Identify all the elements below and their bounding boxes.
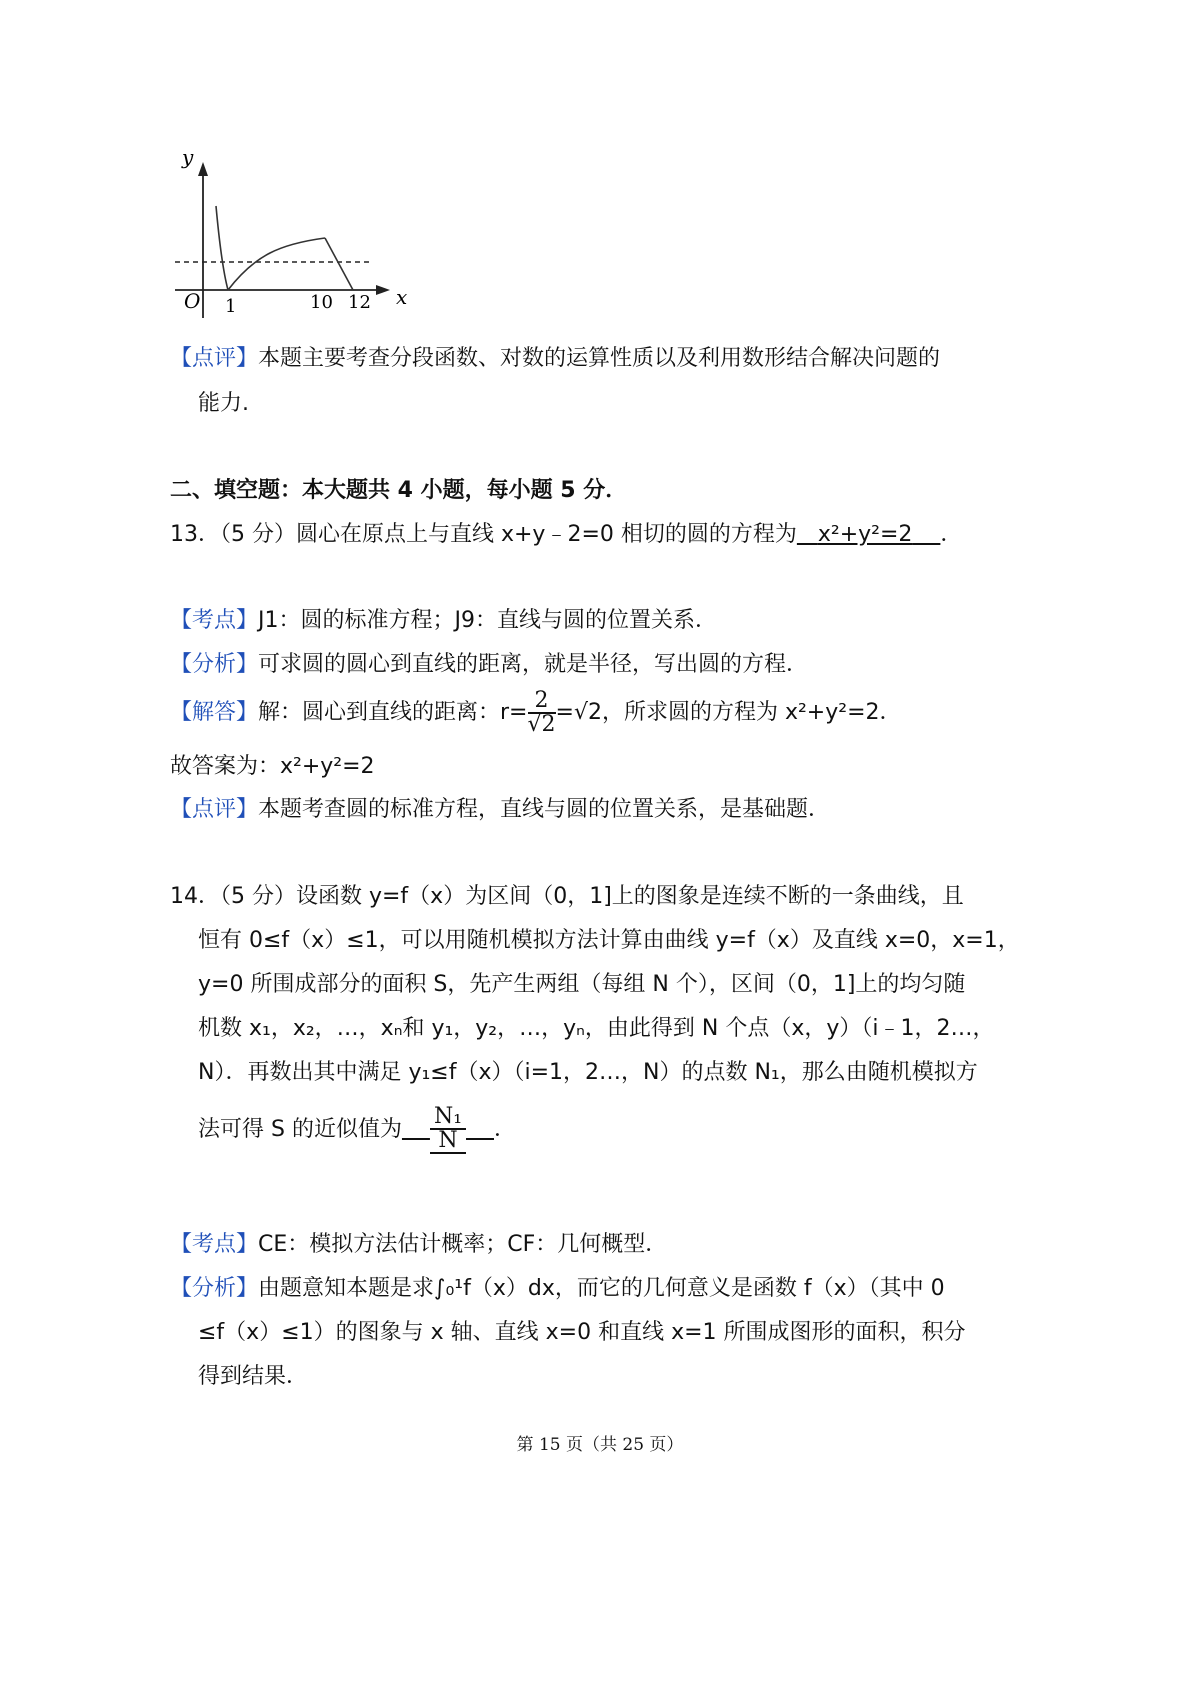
q14-answer-num: N₁ bbox=[430, 1106, 466, 1130]
q14-kaodian bbox=[170, 1230, 667, 1260]
q14-answer-blank-right bbox=[466, 1117, 494, 1142]
tick-label-10: 10 bbox=[310, 292, 333, 313]
function-graph bbox=[170, 140, 430, 330]
q13-fenxi bbox=[170, 650, 808, 680]
q14-line-6-suffix: ． bbox=[494, 1117, 517, 1142]
q12-comment-line-1 bbox=[170, 344, 940, 374]
q13-comment bbox=[170, 795, 830, 825]
q14-line-6-prefix: 法可得 S 的近似值为 bbox=[198, 1117, 402, 1142]
q14-fenxi-line-1 bbox=[170, 1274, 945, 1304]
q13-final-answer: 故答案为：x²+y²=2 bbox=[170, 754, 375, 779]
q14-line-4: 机数 x₁，x₂，…，xₙ和 y₁，y₂，…，yₙ，由此得到 N 个点（x，y）（i﹣1，2…， bbox=[198, 1016, 995, 1041]
q13-answer: x²+y²=2 bbox=[817, 522, 913, 547]
q13-comment-text: 本题考查圆的标准方程，直线与圆的位置关系，是基础题． bbox=[258, 797, 831, 822]
curve-right-branch bbox=[325, 238, 353, 290]
q13-kaodian-text: J1：圆的标准方程；J9：直线与圆的位置关系． bbox=[258, 608, 717, 633]
q13-stem-suffix: ． bbox=[940, 522, 963, 547]
q14-answer-blank-left bbox=[402, 1117, 430, 1142]
q14-fenxi-text-1: 由题意知本题是求∫₀¹f（x）dx，而它的几何意义是函数 f（x）（其中 0 bbox=[258, 1276, 945, 1301]
q14-fenxi-line-3: 得到结果． bbox=[198, 1364, 309, 1389]
q14-line-1: 14．（5 分）设函数 y=f（x）为区间（0，1]上的图象是连续不断的一条曲线，且 bbox=[170, 884, 964, 909]
q14-kaodian-tag: 【考点】 bbox=[170, 1232, 259, 1257]
origin-label: O bbox=[184, 289, 201, 313]
q13-fenxi-tag: 【分析】 bbox=[170, 652, 259, 677]
q14-fenxi-line-2: ≤f（x）≤1）的图象与 x 轴、直线 x=0 和直线 x=1 所围成图形的面积，积分 bbox=[198, 1320, 966, 1345]
tick-label-12: 12 bbox=[348, 292, 371, 313]
q13-frac-den: √2 bbox=[527, 712, 556, 737]
q14-answer-den: N bbox=[438, 1128, 458, 1153]
q14-line-5: N）．再数出其中满足 y₁≤f（x）（i=1，2…，N）的点数 N₁，那么由随机模拟方 bbox=[198, 1060, 978, 1085]
curve-left-branch bbox=[216, 206, 228, 290]
x-axis-label: x bbox=[396, 285, 408, 309]
section-heading: 二、填空题：本大题共 4 小题，每小题 5 分． bbox=[170, 478, 628, 503]
q14-answer-fraction bbox=[430, 1106, 466, 1154]
q13-frac-num: 2 bbox=[528, 690, 556, 714]
q14-line-3: y=0 所围成部分的面积 S，先产生两组（每组 N 个），区间（0，1]上的均匀随 bbox=[198, 972, 966, 997]
q14-kaodian-text: CE：模拟方法估计概率；CF：几何概型． bbox=[258, 1232, 668, 1257]
x-axis-arrow bbox=[376, 285, 390, 295]
page-footer: 第 15 页（共 25 页） bbox=[516, 1435, 684, 1455]
q12-comment-line-2 bbox=[198, 389, 249, 419]
q13-fenxi-text: 可求圆的圆心到直线的距离，就是半径，写出圆的方程． bbox=[258, 652, 809, 677]
q13-jieda-text-2: =√2，所求圆的方程为 x²+y²=2． bbox=[555, 700, 902, 725]
q13-stem bbox=[170, 520, 962, 550]
q13-jieda-tag: 【解答】 bbox=[170, 700, 259, 725]
q14-line-2: 恒有 0≤f（x）≤1，可以用随机模拟方法计算由曲线 y=f（x）及直线 x=0，x=1， bbox=[198, 928, 1020, 953]
q13-stem-prefix: 13．（5 分）圆心在原点上与直线 x+y﹣2=0 相切的圆的方程为 bbox=[170, 522, 797, 547]
q13-comment-tag: 【点评】 bbox=[170, 797, 259, 822]
y-axis-arrow bbox=[198, 162, 208, 176]
q12-comment-text-1: 本题主要考查分段函数、对数的运算性质以及利用数形结合解决问题的 bbox=[258, 346, 941, 371]
q12-comment-text-2: 能力. bbox=[198, 391, 249, 416]
q13-kaodian bbox=[170, 606, 717, 636]
q13-jieda-text-1: 解：圆心到直线的距离：r= bbox=[258, 700, 528, 725]
q13-jieda-fraction bbox=[528, 690, 556, 736]
q12-comment-tag: 【点评】 bbox=[170, 346, 259, 371]
q14-line-6 bbox=[198, 1102, 516, 1158]
q14-fenxi-tag: 【分析】 bbox=[170, 1276, 259, 1301]
q13-jieda bbox=[170, 690, 902, 736]
q13-kaodian-tag: 【考点】 bbox=[170, 608, 259, 633]
tick-label-1: 1 bbox=[225, 296, 237, 317]
curve-middle-branch bbox=[228, 238, 325, 290]
y-axis-label: y bbox=[182, 145, 194, 169]
